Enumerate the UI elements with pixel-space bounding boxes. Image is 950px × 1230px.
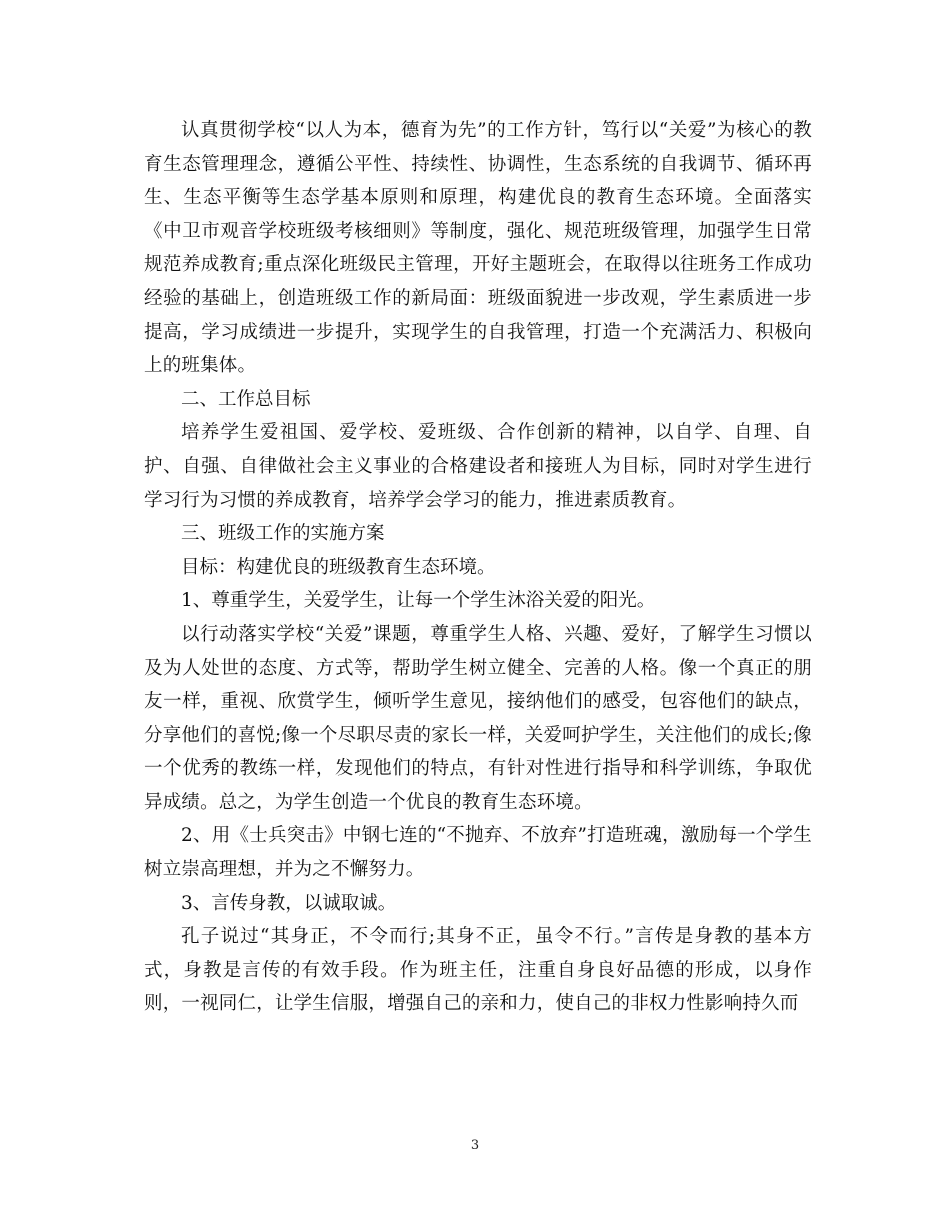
document-body [144, 114, 812, 1021]
paragraph-guiding-principle: 认真贯彻学校“以人为本，德育为先”的工作方针，笃行以“关爱”为核心的教育生态管理理念，遵循公平性、持续性、协调性，生态系统的自我调节、循环再生、生态平衡等生态学基本原则和原理，构建优良的教育生态环境。全面落实《中卫市观音学校班级考核细则》等制度，强化、规范班级管理，加强学生日常规范养成教育;重点深化班级民主管理，开好主题班会，在取得以往班务工作成功经验的基础上，创造班级工作的新局面：班级面貌进一步改观，学生素质进一步提高，学习成绩进一步提升，实现学生的自我管理，打造一个充满活力、积极向上的班集体。 [144, 120, 812, 377]
paragraph-item-3: 孔子说过“其身正，不令而行;其身不正，虽令不行。”言传是身教的基本方式，身教是言传的有效手段。作为班主任，注重自身良好品德的形成，以身作则，一视同仁，让学生信服，增强自己的亲和力，使自己的非权力性影响持久而 [144, 926, 812, 1015]
paragraph-item-1: 以行动落实学校“关爱”课题，尊重学生人格、兴趣、爱好，了解学生习惯以及为人处世的态度、方式等，帮助学生树立健全、完善的人格。像一个真正的朋友一样，重视、欣赏学生，倾听学生意见，接纳他们的感受，包容他们的缺点，分享他们的喜悦;像一个尽职尽责的家长一样，关爱呵护学生，关注他们的成长;像一个优秀的教练一样，发现他们的特点，有针对性进行指导和科学训练，争取优异成绩。总之，为学生创造一个优良的教育生态环境。 [144, 623, 812, 813]
paragraph-overall-goal: 培养学生爱祖国、爱学校、爱班级、合作创新的精神，以自学、自理、自护、自强、自律做社会主义事业的合格建设者和接班人为目标，同时对学生进行学习行为习惯的养成教育，培养学会学习的能力，推进素质教育。 [144, 422, 812, 511]
goal-statement: 目标：构建优良的班级教育生态环境。 [181, 556, 496, 578]
paragraph-item-2: 2、用《士兵突击》中钢七连的“不抛弃、不放弃”打造班魂，激励每一个学生树立崇高理想，并为之不懈努力。 [144, 825, 812, 881]
page-number: 3 [470, 1138, 480, 1153]
section-heading-implementation-plan: 三、班级工作的实施方案 [181, 523, 385, 545]
item-heading-1: 1、尊重学生，关爱学生，让每一个学生沐浴关爱的阳光。 [181, 590, 656, 612]
section-heading-overall-goal: 二、工作总目标 [181, 388, 311, 410]
item-heading-3: 3、言传身教，以诚取诚。 [181, 892, 397, 914]
